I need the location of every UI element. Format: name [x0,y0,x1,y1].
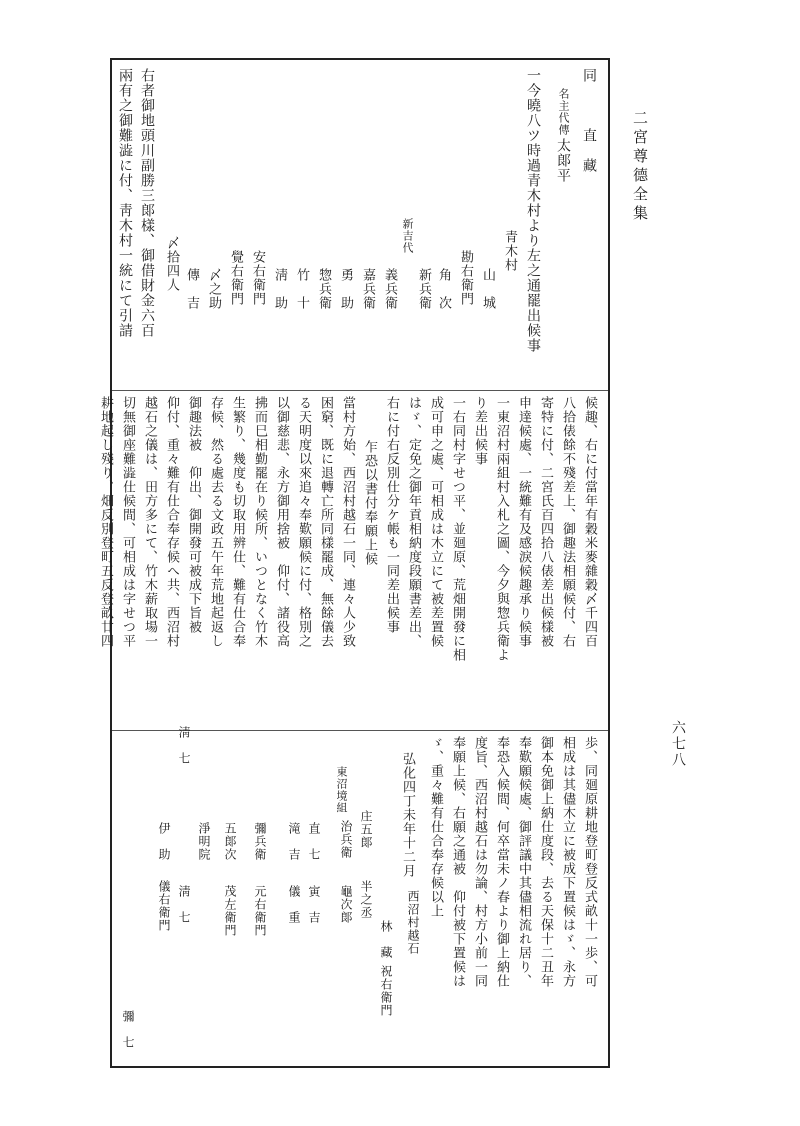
text-column: 角 次 [436,268,451,310]
signer-name: 五郞次 [223,822,237,861]
text-column: 歩、同廻原耕地登町登反式畝十一歩、可 [582,736,597,988]
text-column: 淸 助 [272,268,287,310]
text-column: 新吉代 [401,218,414,254]
text-column: 成可申之處、可相成は木立にて被差置候 [428,396,443,648]
text-column: 太郞平 [555,138,571,183]
text-column: 耕地起し殘り、畑反別登町五反登畝廿四 [98,396,113,648]
text-column: 勘右衛門 [458,250,473,306]
page-number: 六七八 [670,720,686,768]
text-column: 一東沼村兩組村入札之圖、今夕與惣兵衛よ [494,396,509,662]
text-column: る天明度以來追々奉歎願候に付、格別之 [296,396,311,648]
text-column: 困窮、既に退轉亡所同樣罷成、無餘儀去 [318,396,333,648]
group-label: 東沼境組 [335,766,348,814]
document-date: 弘化四丁未年十二月 [400,752,415,878]
text-column: 嘉兵衛 [360,268,375,310]
signer-name: 茂左衛門 [223,885,237,937]
text-column: 御本免御上納仕度段、去る天保十二丑年 [538,736,553,988]
text-column: 越石之儀は、田方多にて、竹木薪取場一 [142,396,157,648]
signer-name: 淸 七 [177,726,191,765]
signer-name: 治兵衛 [339,820,353,859]
text-column: 右者御地頭川副勝三郞樣、御借財金六百 [139,68,155,338]
signer-name: 伊 助 [157,822,171,861]
text-column: 竹 十 [294,268,309,310]
text-column: 勇 助 [338,268,353,310]
text-column: はゞ、定免之御年貢相納度段願書差出、 [406,396,421,648]
signer-name: 直 七 [307,822,321,861]
signer-name: 祝右衛門 [379,965,393,1017]
text-column: 相成は其儘木立に被成下置候はゞ、永方 [560,736,575,988]
text-column: 安右衛門 [250,250,265,306]
text-column: 申達候處、一統難有及感淚候趣承り候事 [516,396,531,648]
text-column: 山 城 [480,268,495,310]
text-column: ゞ、重々難有仕合奉存候以上 [428,736,443,918]
text-column: 御趣法被 仰出、御開發可被成下旨被 [186,396,201,634]
signer-name: 彌 七 [121,1010,135,1049]
text-column: 生繁り、幾度も切取用辨仕、難有仕合奉 [230,396,245,648]
signer-name: 淸 七 [177,885,191,924]
text-column: 覺右衛門 [228,250,243,306]
text-column: 義兵衛 [382,268,397,310]
text-column: 惣兵衛 [316,268,331,310]
text-column: 直 藏 [581,128,597,173]
band-divider-1 [112,390,608,391]
text-column: 度旨、西沼村越石は勿論、村方小前一同 [472,736,487,988]
text-column: り差出候事 [472,396,487,466]
text-column: 存候、然る處去る文政五午年荒地起返し [208,396,223,648]
signer-name: 龜次郞 [339,885,353,924]
book-title: 二宮尊德全集 [631,110,649,224]
signer-name: 林 藏 [379,920,393,959]
signer-name: 淨明院 [197,822,211,861]
text-column: 拂而巳相勤罷在り候所、いつとなく竹木 [252,396,267,648]
text-column: 奉恐入候間、何卒當未ノ春より御上納仕 [494,736,509,988]
text-column: 青木村 [502,230,517,272]
signer-name: 儀右衛門 [157,880,171,932]
text-column: 當村方始、西沼村越石一同、連々人少致 [340,396,355,648]
text-column: 新兵衛 [416,268,431,310]
text-column: 八拾俵餘不殘差上、御趣法相願候付、右 [560,396,575,648]
text-column: 仰付、重々難有仕合奉存候へ共、西沼村 [164,396,179,648]
text-column: 乍恐以書付奉願上候 [362,440,377,566]
signer-name: 儀 重 [287,885,301,924]
text-column: 寄特に付、二宮氏百四拾八俵差出候樣被 [538,396,553,648]
text-column: 傳 吉 [184,268,199,310]
signer-name: 寅 吉 [307,885,321,924]
text-column: 奉願上候、右願之通被 仰付被下置候は [450,736,465,988]
text-column: 〆拾四人 [164,236,179,292]
village-label: 西沼村越石 [406,890,420,955]
signer-name: 彌兵衛 [253,822,267,861]
text-column: 名主代傳 [557,88,570,136]
text-column: 切無御座難澁仕候間、可相成は字せつ平 [120,396,135,648]
signer-name: 半之丞 [359,880,373,919]
text-column: 一右同村字せつ平、並廻原、荒畑開發に相 [450,396,465,662]
text-column: 奉歎願候處、御評議中其儘相流れ居り、 [516,736,531,988]
text-column: 〆之助 [206,268,221,310]
text-column: 同 [581,68,597,83]
signer-name: 庄五郞 [359,810,373,849]
signer-name: 元右衛門 [253,885,267,937]
text-column: 一今曉八ツ時過青木村より左之通罷出候事 [525,68,541,353]
text-column: 以御慈悲、永方御用捨被 仰付、諸役高 [274,396,289,648]
text-column: 右に付右反別仕分ケ帳も一同差出候事 [384,396,399,634]
signer-name: 滝 吉 [287,822,301,861]
text-column: 兩有之御難澁に付、靑木村一統にて引請 [117,68,133,338]
text-column: 候趣、右に付當年有穀米麥雜穀〆千四百 [582,396,597,648]
